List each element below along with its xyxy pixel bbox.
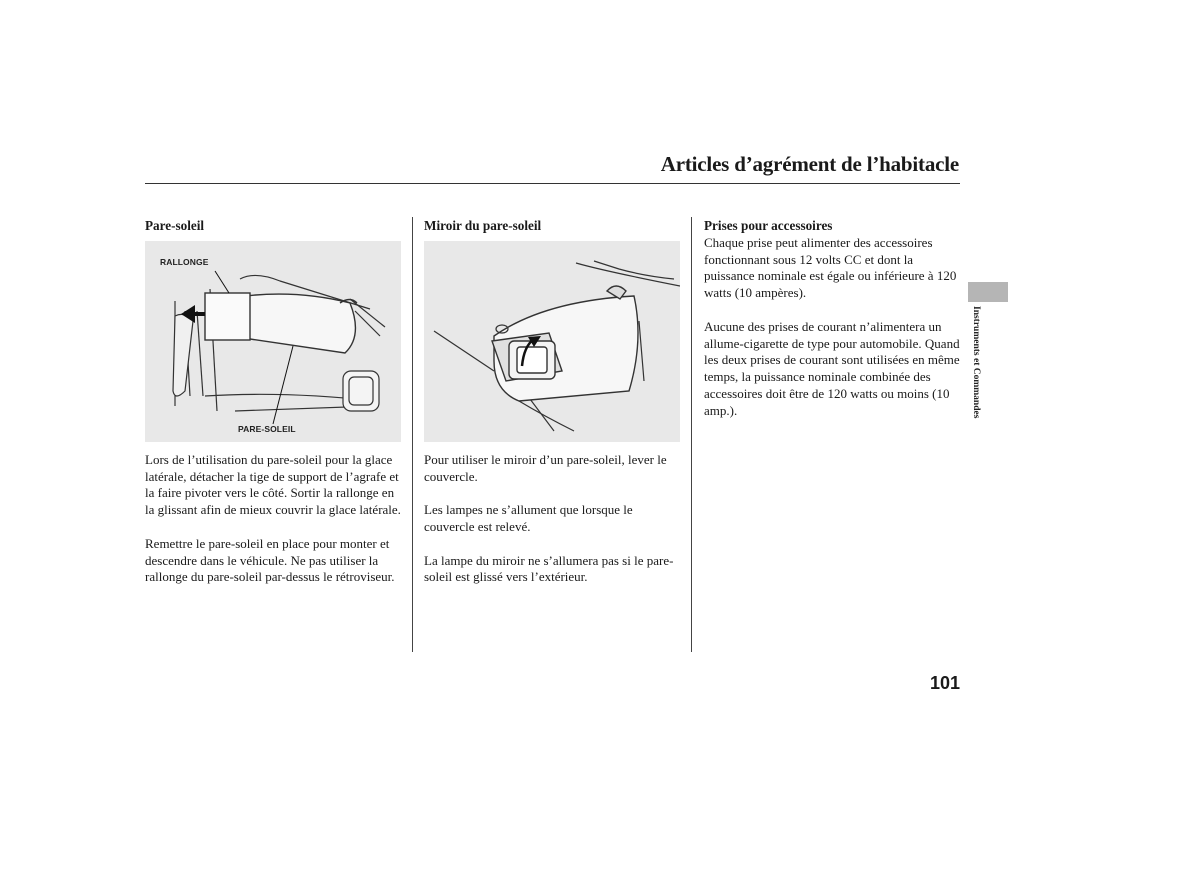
- page-number: 101: [929, 673, 960, 693]
- vanity-mirror-section: [424, 218, 682, 603]
- extension-label: RALLONGE: [160, 256, 209, 267]
- vanity-mirror-heading: Miroir du pare-soleil: [424, 218, 542, 233]
- paragraph: Pour utiliser le miroir d’un pare-soleil, lever le couvercle.: [424, 451, 667, 484]
- paragraph: Les lampes ne s’allument que lorsque le couvercle est relevé.: [424, 502, 633, 534]
- accessory-power-section: [704, 218, 962, 436]
- section-tab-marker: [968, 282, 1008, 302]
- section-tab-label: Instruments et Commandes: [971, 306, 981, 419]
- sun-visor-drawing: [145, 241, 401, 442]
- sun-visor-section: [145, 218, 403, 603]
- sun-visor-illustration: [145, 241, 401, 442]
- paragraph: Chaque prise peut alimenter des accessoires fonctionnant sous 12 volts CC et dont la puissance nominale est égale ou inférieure à 120 watts (10 ampères).: [704, 234, 957, 301]
- title-rule: [145, 183, 960, 184]
- sun-visor-heading: Pare-soleil: [145, 218, 205, 233]
- vanity-mirror-drawing: [424, 241, 680, 442]
- paragraph: Lors de l’utilisation du pare-soleil pour la glace latérale, détacher la tige de support de l’agrafe et la faire pivoter vers le côté. Sortir la rallonge en la glissant afin de mieux couvrir la glace latérale.: [145, 451, 401, 518]
- page-title: Articles d’agrément de l’habitacle: [660, 152, 959, 176]
- vanity-mirror-illustration: [424, 241, 680, 442]
- visor-label: PARE-SOLEIL: [238, 423, 296, 434]
- paragraph: Aucune des prises de courant n’alimentera un allume-cigarette de type pour automobile. Quand les deux prises de courant sont utilisées en même temps, la puissance nominale combinée des accessoires doit être de 120 watts ou moins (10 amp.).: [704, 318, 960, 418]
- column-divider: [412, 217, 413, 652]
- paragraph: La lampe du miroir ne s’allumera pas si le pare-soleil est glissé vers l’extérieur.: [424, 552, 674, 585]
- column-divider: [691, 217, 692, 652]
- accessory-power-heading: Prises pour accessoires: [704, 218, 833, 233]
- paragraph: Remettre le pare-soleil en place pour monter et descendre dans le véhicule. Ne pas utiliser la rallonge du pare-soleil par-dessus le rétroviseur.: [145, 535, 395, 585]
